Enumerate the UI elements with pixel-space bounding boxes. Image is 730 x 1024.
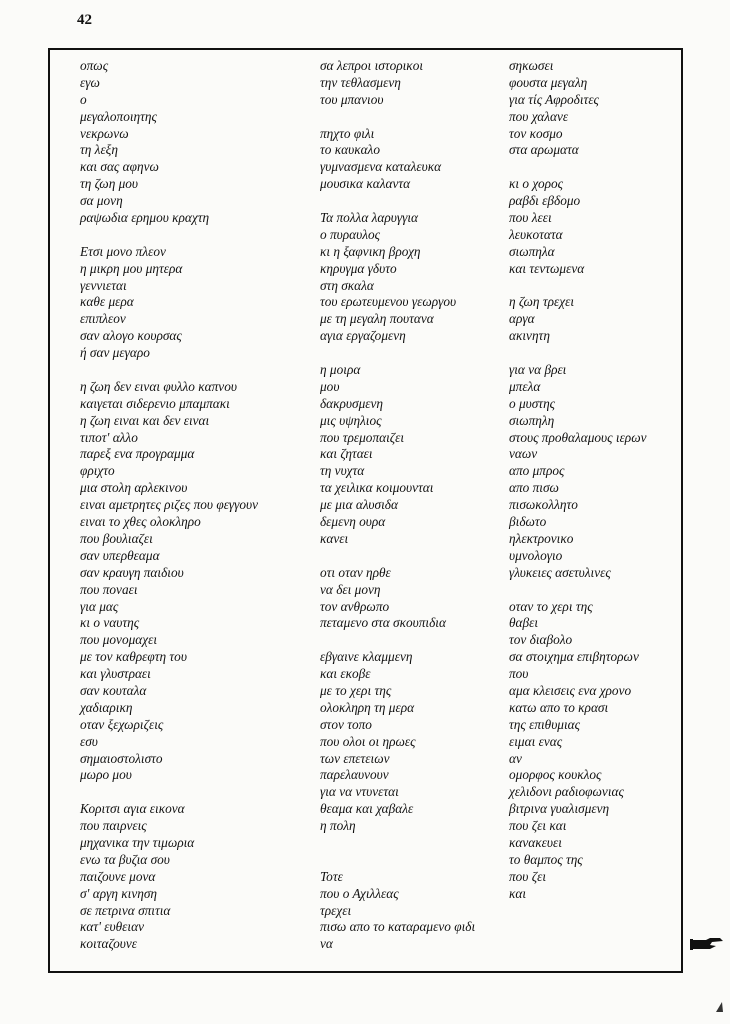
poem-line: κι η ξαφνικη βροχη xyxy=(320,243,421,259)
poem-line: που ζει και xyxy=(509,818,567,834)
poem-line: ο xyxy=(80,91,87,107)
poem-line: εγω xyxy=(80,74,100,90)
poem-line: γλυκειες ασετυλινες xyxy=(509,564,611,580)
poem-line: του ερωτευμενου γεωργου xyxy=(320,294,457,310)
poem-line: τον ανθρωπο xyxy=(320,598,390,614)
poem-line: που μονομαχει xyxy=(80,632,158,648)
poem-line: χαδιαρικη xyxy=(80,699,133,715)
poem-line: που ο Αχιλλεας xyxy=(320,885,399,901)
poem-line: το καυκαλο xyxy=(320,142,380,158)
poem-line: ο πυραυλος xyxy=(320,226,381,242)
poem-line: τον διαβολο xyxy=(509,632,573,648)
poem-line: Τα πολλα λαρυγγια xyxy=(320,210,418,226)
poem-line: τα χειλικα κοιμουνται xyxy=(320,480,434,496)
poem-line: και εκοβε xyxy=(320,666,371,682)
poem-line: ή σαν μεγαρο xyxy=(80,345,150,361)
poem-line: σηκωσει xyxy=(509,58,554,73)
stanza-break xyxy=(509,582,646,599)
poem-line: που βουλιαζει xyxy=(80,530,153,546)
poem-line: σ' αργη κινηση xyxy=(80,885,157,901)
poem-line: να xyxy=(320,936,333,952)
poem-line: η ζωη δεν ειναι φυλλο καπνου xyxy=(80,378,237,394)
poem-column-3 xyxy=(509,58,646,903)
poem-line: κανει xyxy=(320,530,349,546)
poem-line: οταν το χερι της xyxy=(509,598,593,614)
poem-line: η πολη xyxy=(320,818,356,834)
poem-line: μου xyxy=(320,378,340,394)
poem-line: σα λεπροι ιστορικοι xyxy=(320,58,424,73)
stanza-break xyxy=(80,227,258,244)
poem-line: θαβει xyxy=(509,615,539,631)
poem-line: που χαλανε xyxy=(509,108,569,124)
poem-line: σα στοιχημα επιβητορων xyxy=(509,649,639,665)
poem-line: της επιθυμιας xyxy=(509,716,581,732)
stanza-break xyxy=(509,345,646,362)
poem-line: η ζωη ειναι και δεν ειναι xyxy=(80,412,210,428)
poem-line: κανακευει xyxy=(509,834,562,850)
poem-line: πισω απο το καταραμενο φιδι xyxy=(320,919,476,935)
poem-line: κηρυγμα γδυτο xyxy=(320,260,397,276)
stanza-break xyxy=(80,784,258,801)
poem-line: παιζουνε μονα xyxy=(80,868,156,884)
poem-line: που τρεμοπαιζει xyxy=(320,429,405,445)
poem-line: η μικρη μου μητερα xyxy=(80,260,183,276)
poem-line: που πονaει xyxy=(80,581,138,597)
poem-line: του μπανιου xyxy=(320,91,384,107)
poem-line: με μια αλυσιδα xyxy=(320,497,398,513)
poem-line: σαν αλογο κουρσας xyxy=(80,328,182,344)
stanza-break xyxy=(320,835,475,852)
poem-line: αν xyxy=(509,750,522,766)
poem-line: οτι οταν ηρθε xyxy=(320,564,391,580)
poem-line: παρελαυνουν xyxy=(320,767,389,783)
poem-line: κοιταζουνε xyxy=(80,936,137,952)
poem-line: τον κοσμο xyxy=(509,125,563,141)
pointing-hand-icon xyxy=(690,936,724,952)
poem-line: που ζει xyxy=(509,868,547,884)
poem-line: αργα xyxy=(509,311,535,327)
stanza-break xyxy=(80,362,258,379)
poem-line: εσυ xyxy=(80,733,98,749)
stanza-break xyxy=(509,159,646,176)
poem-line: αγια εργαζομενη xyxy=(320,328,406,344)
poem-line: σαν υπερθεαμα xyxy=(80,547,160,563)
poem-line: τη ζωη μου xyxy=(80,176,139,192)
poem-line: Τοτε xyxy=(320,868,343,884)
poem-line: στους προθαλαμους ιερων xyxy=(509,429,647,445)
poem-line: και γλυστραει xyxy=(80,666,151,682)
poem-line: με το χερι της xyxy=(320,682,392,698)
poem-line: των επετειων xyxy=(320,750,390,766)
poem-line: απο μπρος xyxy=(509,463,565,479)
poem-line: μουσικα καλαντα xyxy=(320,176,411,192)
poem-line: ομορφος κουκλος xyxy=(509,767,602,783)
poem-line: την τεθλασμενη xyxy=(320,74,401,90)
poem-line: βιτρινα γυαλισμενη xyxy=(509,801,610,817)
poem-line: κι ο χορος xyxy=(509,176,564,192)
poem-line: κι ο ναυτης xyxy=(80,615,140,631)
poem-line: τιποτ' αλλο xyxy=(80,429,138,445)
poem-line: ηλεκτρονικο xyxy=(509,530,574,546)
stanza-break xyxy=(320,345,475,362)
poem-line: στα αρωματα xyxy=(509,142,579,158)
poem-line: που λεει xyxy=(509,210,552,226)
poem-line: πεταμενο στα σκουπιδια xyxy=(320,615,446,631)
poem-line: Ετσι μονο πλεον xyxy=(80,243,166,259)
poem-line: να δει μονη xyxy=(320,581,381,597)
poem-line: μπελα xyxy=(509,378,541,394)
poem-line: αμα κλεισεις ενα χρονο xyxy=(509,682,632,698)
poem-line: γεννιεται xyxy=(80,277,127,293)
poem-line: για μας xyxy=(80,598,119,614)
poem-line: ναων xyxy=(509,446,538,462)
poem-line: και σας αφηνω xyxy=(80,159,159,175)
poem-line: λευκοτατα xyxy=(509,226,563,242)
poem-column-2 xyxy=(320,58,475,953)
poem-line: φουστα μεγαλη xyxy=(509,74,588,90)
poem-line: η μοιρα xyxy=(320,362,361,378)
poem-line: νεκρωνω xyxy=(80,125,129,141)
corner-mark-icon xyxy=(714,1000,724,1014)
poem-line: για να βρει xyxy=(509,362,567,378)
stanza-break xyxy=(320,548,475,565)
poem-line: τη λεξη xyxy=(80,142,118,158)
poem-line: σιωπηλα xyxy=(509,243,555,259)
poem-line: με τη μεγαλη πουτανα xyxy=(320,311,434,327)
poem-line: οπως xyxy=(80,58,109,73)
poem-line: μηχανικα την τιμωρια xyxy=(80,834,195,850)
stanza-break xyxy=(320,109,475,126)
poem-line: σαν κουταλα xyxy=(80,682,147,698)
poem-line: για τίς Αφροδιτες xyxy=(509,91,599,107)
stanza-break xyxy=(509,278,646,295)
poem-line: στη σκαλα xyxy=(320,277,374,293)
poem-line: ενω τα βυζια σου xyxy=(80,851,170,867)
poem-line: το θαμπος της xyxy=(509,851,583,867)
poem-line: χελιδονι ραδιοφωνιας xyxy=(509,784,624,800)
poem-line: μωρο μου xyxy=(80,767,132,783)
poem-line: και ζηταει xyxy=(320,446,373,462)
poem-line: η ζωη τρεχει xyxy=(509,294,575,310)
poem-line: ειναι αμετρητες ριζες που φεγγουν xyxy=(80,497,259,513)
poem-line: θεαμα και χαβαλε xyxy=(320,801,414,817)
poem-line: ραψωδια ερημου κραχτη xyxy=(80,210,210,226)
poem-line: και τεντωμενα xyxy=(509,260,585,276)
poem-line: παρεξ ενα προγραμμα xyxy=(80,446,195,462)
poem-line: εβγαινε κλαμμενη xyxy=(320,649,413,665)
poem-line: σαν κραυγη παιδιου xyxy=(80,564,184,580)
poem-line: μεγαλοποιητης xyxy=(80,108,157,124)
poem-line: δεμενη ουρα xyxy=(320,514,386,530)
stanza-break xyxy=(320,852,475,869)
poem-line: Κοριτσι αγια εικονα xyxy=(80,801,185,817)
poem-line: στον τοπο xyxy=(320,716,372,732)
poem-line: βιδωτο xyxy=(509,514,547,530)
poem-line: φριχτο xyxy=(80,463,115,479)
poem-line: που ολοι οι ηρωες xyxy=(320,733,416,749)
poem-line: απο πισω xyxy=(509,480,559,496)
poem-line: μις υψηλιος xyxy=(320,412,382,428)
poem-line: που παιρνεις xyxy=(80,818,147,834)
poem-line: ολοκληρη τη μερα xyxy=(320,699,415,715)
poem-line: και xyxy=(509,885,527,901)
poem-line: κατω απο το κρασι xyxy=(509,699,609,715)
poem-line: καθε μερα xyxy=(80,294,134,310)
stanza-break xyxy=(320,193,475,210)
poem-line: οταν ξεχωριζεις xyxy=(80,716,164,732)
poem-line: σε πετρινα σπιτια xyxy=(80,902,171,918)
poem-line: σα μονη xyxy=(80,193,123,209)
poem-line: ραβδι εβδομο xyxy=(509,193,581,209)
poem-line: υμνολογιο xyxy=(509,547,563,563)
poem-line: πισωκολλητο xyxy=(509,497,578,513)
poem-column-1 xyxy=(80,58,258,953)
poem-line: για να ντυνεται xyxy=(320,784,399,800)
poem-line: που xyxy=(509,666,529,682)
poem-line: σημαιοστολιστο xyxy=(80,750,163,766)
stanza-break xyxy=(320,632,475,649)
poem-line: ο μυστης xyxy=(509,395,556,411)
poem-line: τη νυχτα xyxy=(320,463,365,479)
poem-line: ειμαι ενας xyxy=(509,733,563,749)
poem-line: με τον καθρεφτη του xyxy=(80,649,187,665)
poem-line: μια στολη αρλεκινου xyxy=(80,480,188,496)
poem-line: σιωπηλη xyxy=(509,412,555,428)
poem-line: ακινητη xyxy=(509,328,550,344)
poem-line: δακρυσμενη xyxy=(320,395,383,411)
poem-line: επιπλεον xyxy=(80,311,126,327)
poem-line: κατ' ευθειαν xyxy=(80,919,144,935)
poem-line: καιγεται σιδερενιο μπαμπακι xyxy=(80,395,230,411)
poem-line: γυμνασμενα καταλευκα xyxy=(320,159,442,175)
poem-line: τρεχει xyxy=(320,902,352,918)
poem-line: πηχτο φιλι xyxy=(320,125,375,141)
poem-line: ειναι το χθες ολοκληρο xyxy=(80,514,201,530)
page-number: 42 xyxy=(77,12,92,28)
